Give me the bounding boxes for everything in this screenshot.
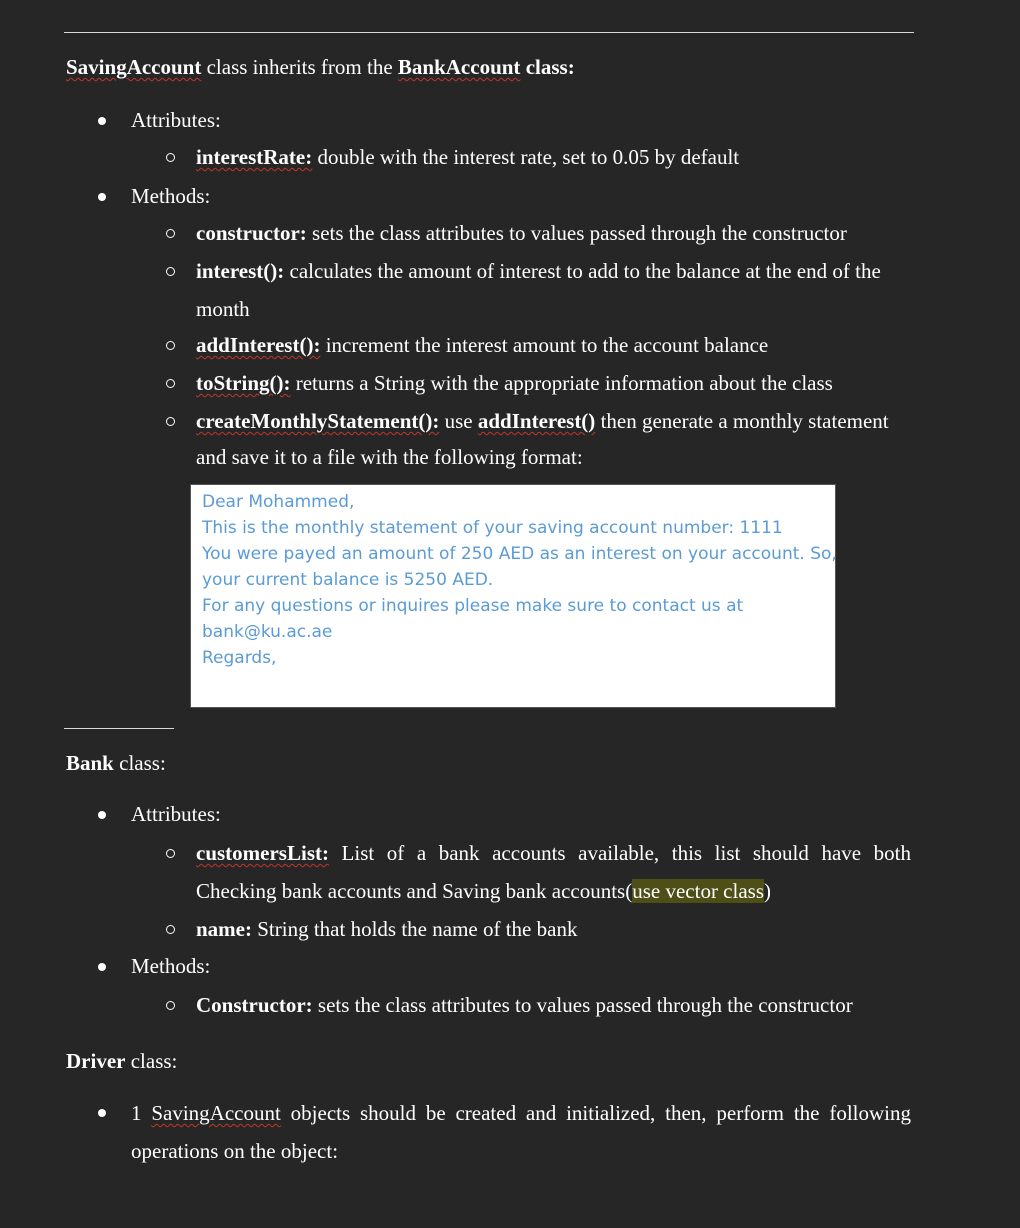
statement-line: your current balance is 5250 AED.	[202, 570, 494, 590]
customers-list-name: customersList:	[196, 841, 329, 865]
circle-bullet-icon	[166, 417, 175, 426]
bullet-icon	[98, 811, 106, 819]
statement-line: Dear Mohammed,	[202, 492, 355, 512]
bullet-icon	[98, 193, 106, 201]
circle-bullet-icon	[166, 341, 175, 350]
monthly-desc-b: then generate a monthly statement	[595, 409, 889, 433]
statement-line: bank@ku.ac.ae	[202, 622, 333, 642]
interest-rate-desc: double with the interest rate, set to 0.05 by default	[312, 145, 740, 169]
add-interest-name: addInterest():	[196, 333, 321, 357]
add-interest-ref: addInterest()	[477, 409, 596, 433]
bank-constructor-desc: sets the class attributes to values passed through the constructor	[312, 993, 853, 1017]
heading-suffix: class:	[125, 1049, 178, 1073]
attributes-label: Attributes:	[131, 108, 221, 132]
driver-heading	[66, 1049, 177, 1074]
driver-item-desc: objects should be created and initialized, then, perform the following	[280, 1101, 911, 1125]
to-string-name: toString():	[196, 371, 291, 395]
circle-bullet-icon	[166, 153, 175, 162]
circle-bullet-icon	[166, 267, 175, 276]
circle-bullet-icon	[166, 849, 175, 858]
driver-class-name: Driver	[66, 1049, 126, 1073]
to-string-item	[196, 371, 833, 396]
bank-name-desc: String that holds the name of the bank	[252, 917, 578, 941]
monthly-statement-item-continued: and save it to a file with the following format:	[196, 445, 583, 469]
monthly-statement-item	[196, 409, 889, 434]
bank-class-name: Bank	[66, 751, 114, 775]
heading-suffix: class:	[520, 55, 575, 79]
constructor-desc: sets the class attributes to values passed through the constructor	[306, 221, 847, 245]
attributes-label: Attributes:	[131, 802, 221, 826]
highlighted-note: use vector class	[632, 879, 765, 903]
monthly-desc-a: use	[439, 409, 478, 433]
interest-rate-item	[196, 145, 739, 170]
methods-label: Methods:	[131, 184, 211, 208]
interest-name: interest():	[196, 259, 285, 283]
bullet-icon	[98, 963, 106, 971]
add-interest-item	[196, 333, 768, 358]
bank-constructor-name: Constructor:	[196, 993, 313, 1017]
saving-account-heading	[66, 55, 575, 80]
interest-item	[196, 259, 881, 284]
add-interest-desc: increment the interest amount to the account balance	[320, 333, 769, 357]
statement-line: You were payed an amount of 250 AED as an interest on your account. So,	[202, 544, 837, 564]
customers-list-item	[196, 841, 911, 866]
bank-name-name: name:	[196, 917, 252, 941]
driver-item	[131, 1101, 911, 1126]
interest-desc: calculates the amount of interest to add to the balance at the end of the	[284, 259, 881, 283]
customers-list-desc-2: Checking bank accounts and Saving bank accounts(	[196, 879, 633, 903]
customers-list-item-continued	[196, 879, 771, 904]
section-divider	[64, 728, 174, 729]
top-divider	[64, 32, 914, 33]
constructor-item	[196, 221, 847, 246]
customers-list-desc: List of a bank accounts available, this list should have both	[328, 841, 911, 865]
statement-line: Regards,	[202, 648, 277, 668]
bullet-icon	[98, 117, 106, 125]
circle-bullet-icon	[166, 925, 175, 934]
circle-bullet-icon	[166, 379, 175, 388]
bullet-icon	[98, 1109, 106, 1117]
bank-constructor-item	[196, 993, 853, 1018]
to-string-desc: returns a String with the appropriate information about the class	[290, 371, 833, 395]
heading-text: class inherits from the	[201, 55, 398, 79]
saving-account-class-name: SavingAccount	[66, 55, 202, 79]
statement-sample-box	[190, 484, 836, 708]
closing-paren: )	[764, 879, 772, 903]
statement-line: This is the monthly statement of your saving account number: 1111	[202, 518, 783, 538]
driver-item-continued: operations on the object:	[131, 1139, 339, 1163]
bank-account-class-name: BankAccount	[397, 55, 521, 79]
constructor-name: constructor:	[196, 221, 307, 245]
monthly-statement-name: createMonthlyStatement():	[196, 409, 440, 433]
bank-heading	[66, 751, 166, 776]
saving-account-ref: SavingAccount	[151, 1101, 281, 1125]
methods-label: Methods:	[131, 954, 211, 978]
statement-line: For any questions or inquires please make sure to contact us at	[202, 596, 744, 616]
driver-item-count: 1	[131, 1101, 152, 1125]
interest-item-continued: month	[196, 297, 250, 321]
circle-bullet-icon	[166, 1001, 175, 1010]
circle-bullet-icon	[166, 229, 175, 238]
heading-suffix: class:	[113, 751, 166, 775]
interest-rate-name: interestRate:	[196, 145, 313, 169]
bank-name-item	[196, 917, 577, 942]
